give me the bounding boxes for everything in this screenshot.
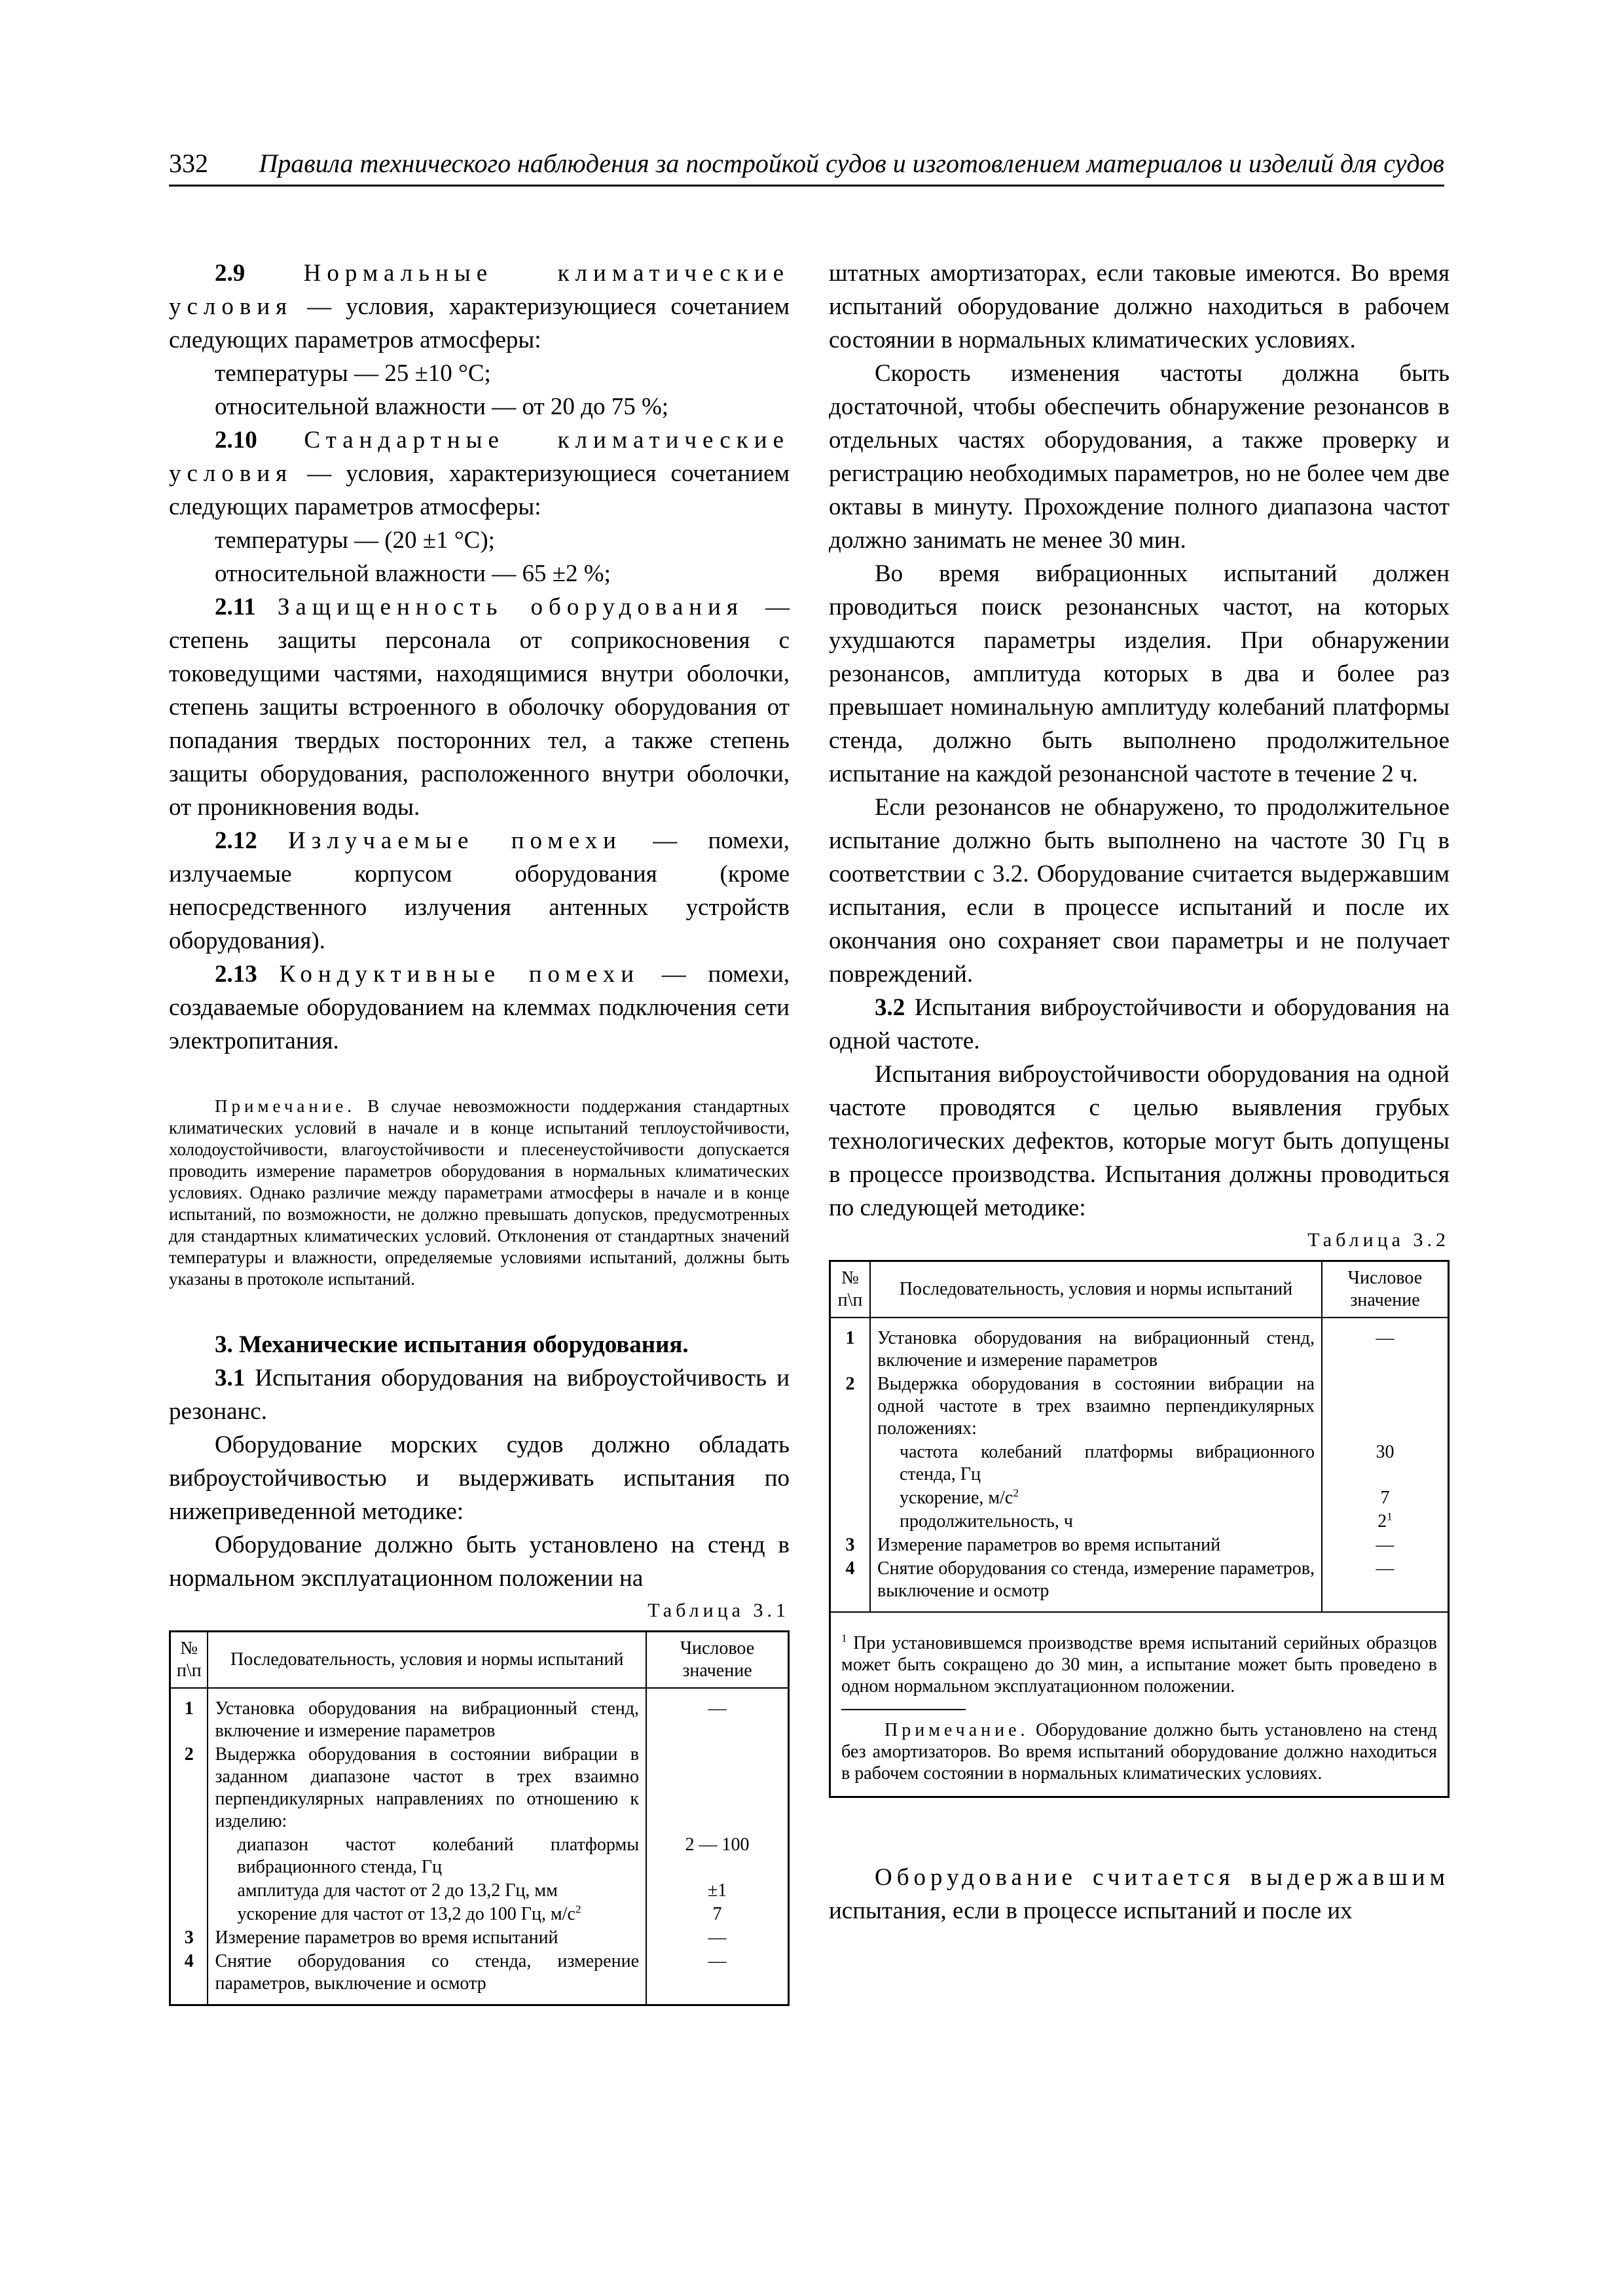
row-num: 3 — [831, 1534, 870, 1557]
row-num — [831, 1486, 870, 1510]
defined-term: Нормальные климатические условия — [169, 260, 790, 320]
row-text: Выдержка оборудования в состоянии вибрации на одной частоте в трех взаимно перпендикулярных положениях: — [870, 1372, 1322, 1441]
definition-2-9 — [169, 257, 790, 357]
row-text-main: ускорение для частот от 13,2 до 100 Гц, м/с — [237, 1904, 575, 1924]
clause-3-2 — [829, 991, 1450, 1058]
definition-2-11 — [169, 590, 790, 824]
left-column — [169, 257, 790, 2006]
table-header-row — [170, 1632, 789, 1689]
definition-text: — условия, характеризующиеся сочетанием следующих параметров атмосферы: — [169, 460, 790, 520]
row-value — [1322, 1372, 1448, 1441]
paragraph: Оборудование должно быть установлено на стенд в нормальном эксплуатационном положении на — [169, 1532, 790, 1592]
defined-term: Кондуктивные помехи — [279, 961, 640, 988]
table-row — [170, 1926, 789, 1950]
section-3-heading: 3. Механические испытания оборудования. — [215, 1331, 689, 1358]
row-value: — — [646, 1688, 788, 1743]
clause-number: 2.11 — [215, 594, 256, 620]
table-header-row — [831, 1262, 1448, 1318]
table-row — [831, 1318, 1448, 1372]
table-3-1 — [169, 1630, 790, 2006]
row-num — [170, 1833, 208, 1879]
clause-text: Испытания оборудования на виброустойчивость и резонанс. — [169, 1365, 790, 1425]
header-value: Числовое значение — [646, 1632, 788, 1689]
note-label: Примечание. — [884, 1720, 1029, 1740]
header-value: Числовое значение — [1322, 1262, 1448, 1318]
definition-2-13 — [169, 958, 790, 1058]
row-value: 7 — [646, 1903, 788, 1926]
definition-text: — степень защиты персонала от соприкосновения с токоведущими частями, находящимися внутри оболочки, степень защиты встроенного в оболочку оборудования от попадания твердых посторонних тел, а также степень защиты оборудования, расположенного внутри оболочки, от проникновения воды. — [169, 594, 790, 821]
table-3-2-caption: Таблица 3.2 — [1307, 1229, 1450, 1251]
header-num: № п\п — [170, 1632, 208, 1689]
superscript: 2 — [575, 1903, 581, 1916]
row-value — [1322, 1510, 1448, 1534]
defined-term: Стандартные климатические условия — [169, 427, 790, 487]
paragraph: штатных амортизаторах, если таковые имеются. Во время испытаний оборудование должно находиться в рабочем состоянии в нормальных климатических условиях. — [829, 260, 1450, 353]
row-value: 2 — 100 — [646, 1833, 788, 1879]
definition-text: — помехи, создаваемые оборудованием на клеммах подключения сети электропитания. — [169, 961, 790, 1054]
table-footnote — [831, 1613, 1448, 1697]
table-row — [831, 1557, 1448, 1612]
row-text — [870, 1486, 1322, 1510]
clause-number: 3.2 — [875, 994, 905, 1021]
param-line: температуры — (20 ±1 °С); — [215, 527, 495, 554]
param-line: температуры — 25 ±10 °С; — [215, 360, 491, 387]
paragraph-text: испытания, если в процессе испытаний и после их — [829, 1897, 1353, 1924]
table-row — [831, 1441, 1448, 1486]
row-num: 4 — [831, 1557, 870, 1612]
table-3-1-caption: Таблица 3.1 — [647, 1600, 790, 1621]
row-value: — — [646, 1950, 788, 2005]
row-num: 3 — [170, 1926, 208, 1950]
row-num: 4 — [170, 1950, 208, 2005]
row-text: частота колебаний платформы вибрационного стенда, Гц — [870, 1441, 1322, 1486]
clause-text: Испытания виброустойчивости и оборудования на одной частоте. — [829, 994, 1450, 1054]
clause-3-1 — [169, 1361, 790, 1428]
spaced-text: Оборудование считается выдержавшим — [875, 1864, 1450, 1891]
table-row — [831, 1486, 1448, 1510]
table-row — [170, 1950, 789, 2005]
table-note — [831, 1710, 1448, 1796]
row-value: — — [646, 1926, 788, 1950]
table-row — [170, 1903, 789, 1926]
row-text: Установка оборудования на вибрационный стенд, включение и измерение параметров — [208, 1688, 646, 1743]
row-value: 30 — [1322, 1441, 1448, 1486]
paragraph: Во время вибрационных испытаний должен проводиться поиск резонансных частот, на которых ухудшаются параметры изделия. При обнаружении резонансов, амплитуда которых в два и более раз превышает номинальную амплитуду колебаний платформы стенда, должно быть выполнено продолжительное испытание на каждой резонансной частоте в течение 2 ч. — [829, 560, 1450, 787]
definition-2-12 — [169, 824, 790, 958]
table-row — [170, 1833, 789, 1879]
footnote-mark: 1 — [841, 1632, 847, 1645]
running-title: Правила технического наблюдения за постройкой судов и изготовлением материалов и изделий для судов — [259, 149, 1444, 178]
value-main: 2 — [1377, 1511, 1387, 1532]
row-value: — — [1322, 1318, 1448, 1372]
row-num — [170, 1879, 208, 1903]
row-text: амплитуда для частот от 2 до 13,2 Гц, мм — [208, 1879, 646, 1903]
row-text-main: ускорение, м/с — [900, 1488, 1013, 1508]
row-num — [170, 1903, 208, 1926]
table-row — [170, 1688, 789, 1743]
row-num: 2 — [831, 1372, 870, 1441]
note-block — [169, 1096, 790, 1290]
table-row — [831, 1510, 1448, 1534]
note-text: В случае невозможности поддержания стандартных климатических условий в начале и в конце испытаний теплоустойчивости, холодоустойчивости, влагоустойчивости и плесенеустойчивости допускается проводить измерение параметров оборудования в нормальных климатических условиях. Однако различие между параметрами атмосферы в начале и в конце испытаний, по возможности, не должно превышать допусков, предусмотренных для стандартных климатических условий. Отклонения от стандартных значений температуры и влажности, определяемые условиями испытаний, должны быть указаны в протоколе испытаний. — [169, 1096, 790, 1289]
row-num — [831, 1441, 870, 1486]
table-row — [170, 1879, 789, 1903]
row-num — [831, 1510, 870, 1534]
page-number: 332 — [169, 149, 208, 178]
defined-term: Излучаемые помехи — [288, 827, 622, 854]
row-text: диапазон частот колебаний платформы вибрационного стенда, Гц — [208, 1833, 646, 1879]
clause-number: 2.13 — [215, 961, 257, 988]
row-text: Установка оборудования на вибрационный стенд, включение и измерение параметров — [870, 1318, 1322, 1372]
paragraph: Скорость изменения частоты должна быть достаточной, чтобы обеспечить обнаружение резонансов в отдельных частях оборудования, а также проверку и регистрацию необходимых параметров, но не более чем две октавы в минуту. Прохождение полного диапазона частот должно занимать не менее 30 мин. — [829, 360, 1450, 554]
row-num: 1 — [831, 1318, 870, 1372]
row-text — [208, 1903, 646, 1926]
row-num: 2 — [170, 1743, 208, 1833]
footnote-ref: 1 — [1387, 1510, 1393, 1523]
note-text: Оборудование должно быть установлено на стенд без амортизаторов. Во время испытаний оборудование должно находиться в рабочем состоянии в нормальных климатических условиях. — [841, 1720, 1437, 1784]
row-text: Снятие оборудования со стенда, измерение параметров, выключение и осмотр — [870, 1557, 1322, 1612]
footnote-text: При установившемся производстве время испытаний серийных образцов может быть сокращено до 30 мин, а испытание может быть проведено в одном нормальном эксплуатационном положении. — [841, 1633, 1437, 1696]
table-3-2-frame — [829, 1260, 1450, 1798]
defined-term: Защищенность оборудования — [277, 594, 744, 620]
row-value: — — [1322, 1557, 1448, 1612]
header-desc: Последовательность, условия и нормы испытаний — [870, 1262, 1322, 1318]
superscript: 2 — [1013, 1486, 1019, 1499]
row-num: 1 — [170, 1688, 208, 1743]
definition-2-10 — [169, 423, 790, 524]
row-text: Выдержка оборудования в состоянии вибрации в заданном диапазоне частот в трех взаимно перпендикулярных направлениях по отношению к изделию: — [208, 1743, 646, 1833]
definition-text: — помехи, излучаемые корпусом оборудования (кроме непосредственного излучения антенных устройств оборудования). — [169, 827, 790, 954]
row-value: 7 — [1322, 1486, 1448, 1510]
row-text: Измерение параметров во время испытаний — [870, 1534, 1322, 1557]
definition-text: — условия, характеризующиеся сочетанием следующих параметров атмосферы: — [169, 293, 790, 353]
row-value — [646, 1743, 788, 1833]
row-text: продолжительность, ч — [870, 1510, 1322, 1534]
param-line: относительной влажности — от 20 до 75 %; — [215, 393, 669, 420]
right-column — [829, 257, 1450, 1928]
paragraph: Испытания виброустойчивости оборудования на одной частоте проводятся с целью выявления грубых технологических дефектов, которые могут быть допущены в процессе производства. Испытания должны проводиться по следующей методике: — [829, 1061, 1450, 1221]
row-value: — — [1322, 1534, 1448, 1557]
running-header — [169, 145, 1444, 187]
param-line: относительной влажности — 65 ±2 %; — [215, 560, 611, 587]
paragraph: Если резонансов не обнаружено, то продолжительное испытание должно быть выполнено на частоте 30 Гц в соответствии с 3.2. Оборудование считается выдержавшим испытания, если в процессе испытаний и после их окончания оно сохраняет свои параметры и не получает повреждений. — [829, 794, 1450, 988]
paragraph-last — [829, 1861, 1450, 1928]
row-text: Снятие оборудования со стенда, измерение параметров, выключение и осмотр — [208, 1950, 646, 2005]
note-label: Примечание. — [215, 1096, 356, 1116]
table-row — [831, 1372, 1448, 1441]
clause-number: 3.1 — [215, 1365, 246, 1391]
header-desc: Последовательность, условия и нормы испытаний — [208, 1632, 646, 1689]
table-row — [831, 1534, 1448, 1557]
row-text: Измерение параметров во время испытаний — [208, 1926, 646, 1950]
clause-number: 2.10 — [215, 427, 257, 454]
clause-number: 2.12 — [215, 827, 257, 854]
table-3-2 — [831, 1262, 1448, 1613]
paragraph: Оборудование морских судов должно обладать виброустойчивостью и выдерживать испытания по нижеприведенной методике: — [169, 1431, 790, 1525]
row-value: ±1 — [646, 1879, 788, 1903]
header-num: № п\п — [831, 1262, 870, 1318]
table-row — [170, 1743, 789, 1833]
clause-number: 2.9 — [215, 260, 246, 287]
